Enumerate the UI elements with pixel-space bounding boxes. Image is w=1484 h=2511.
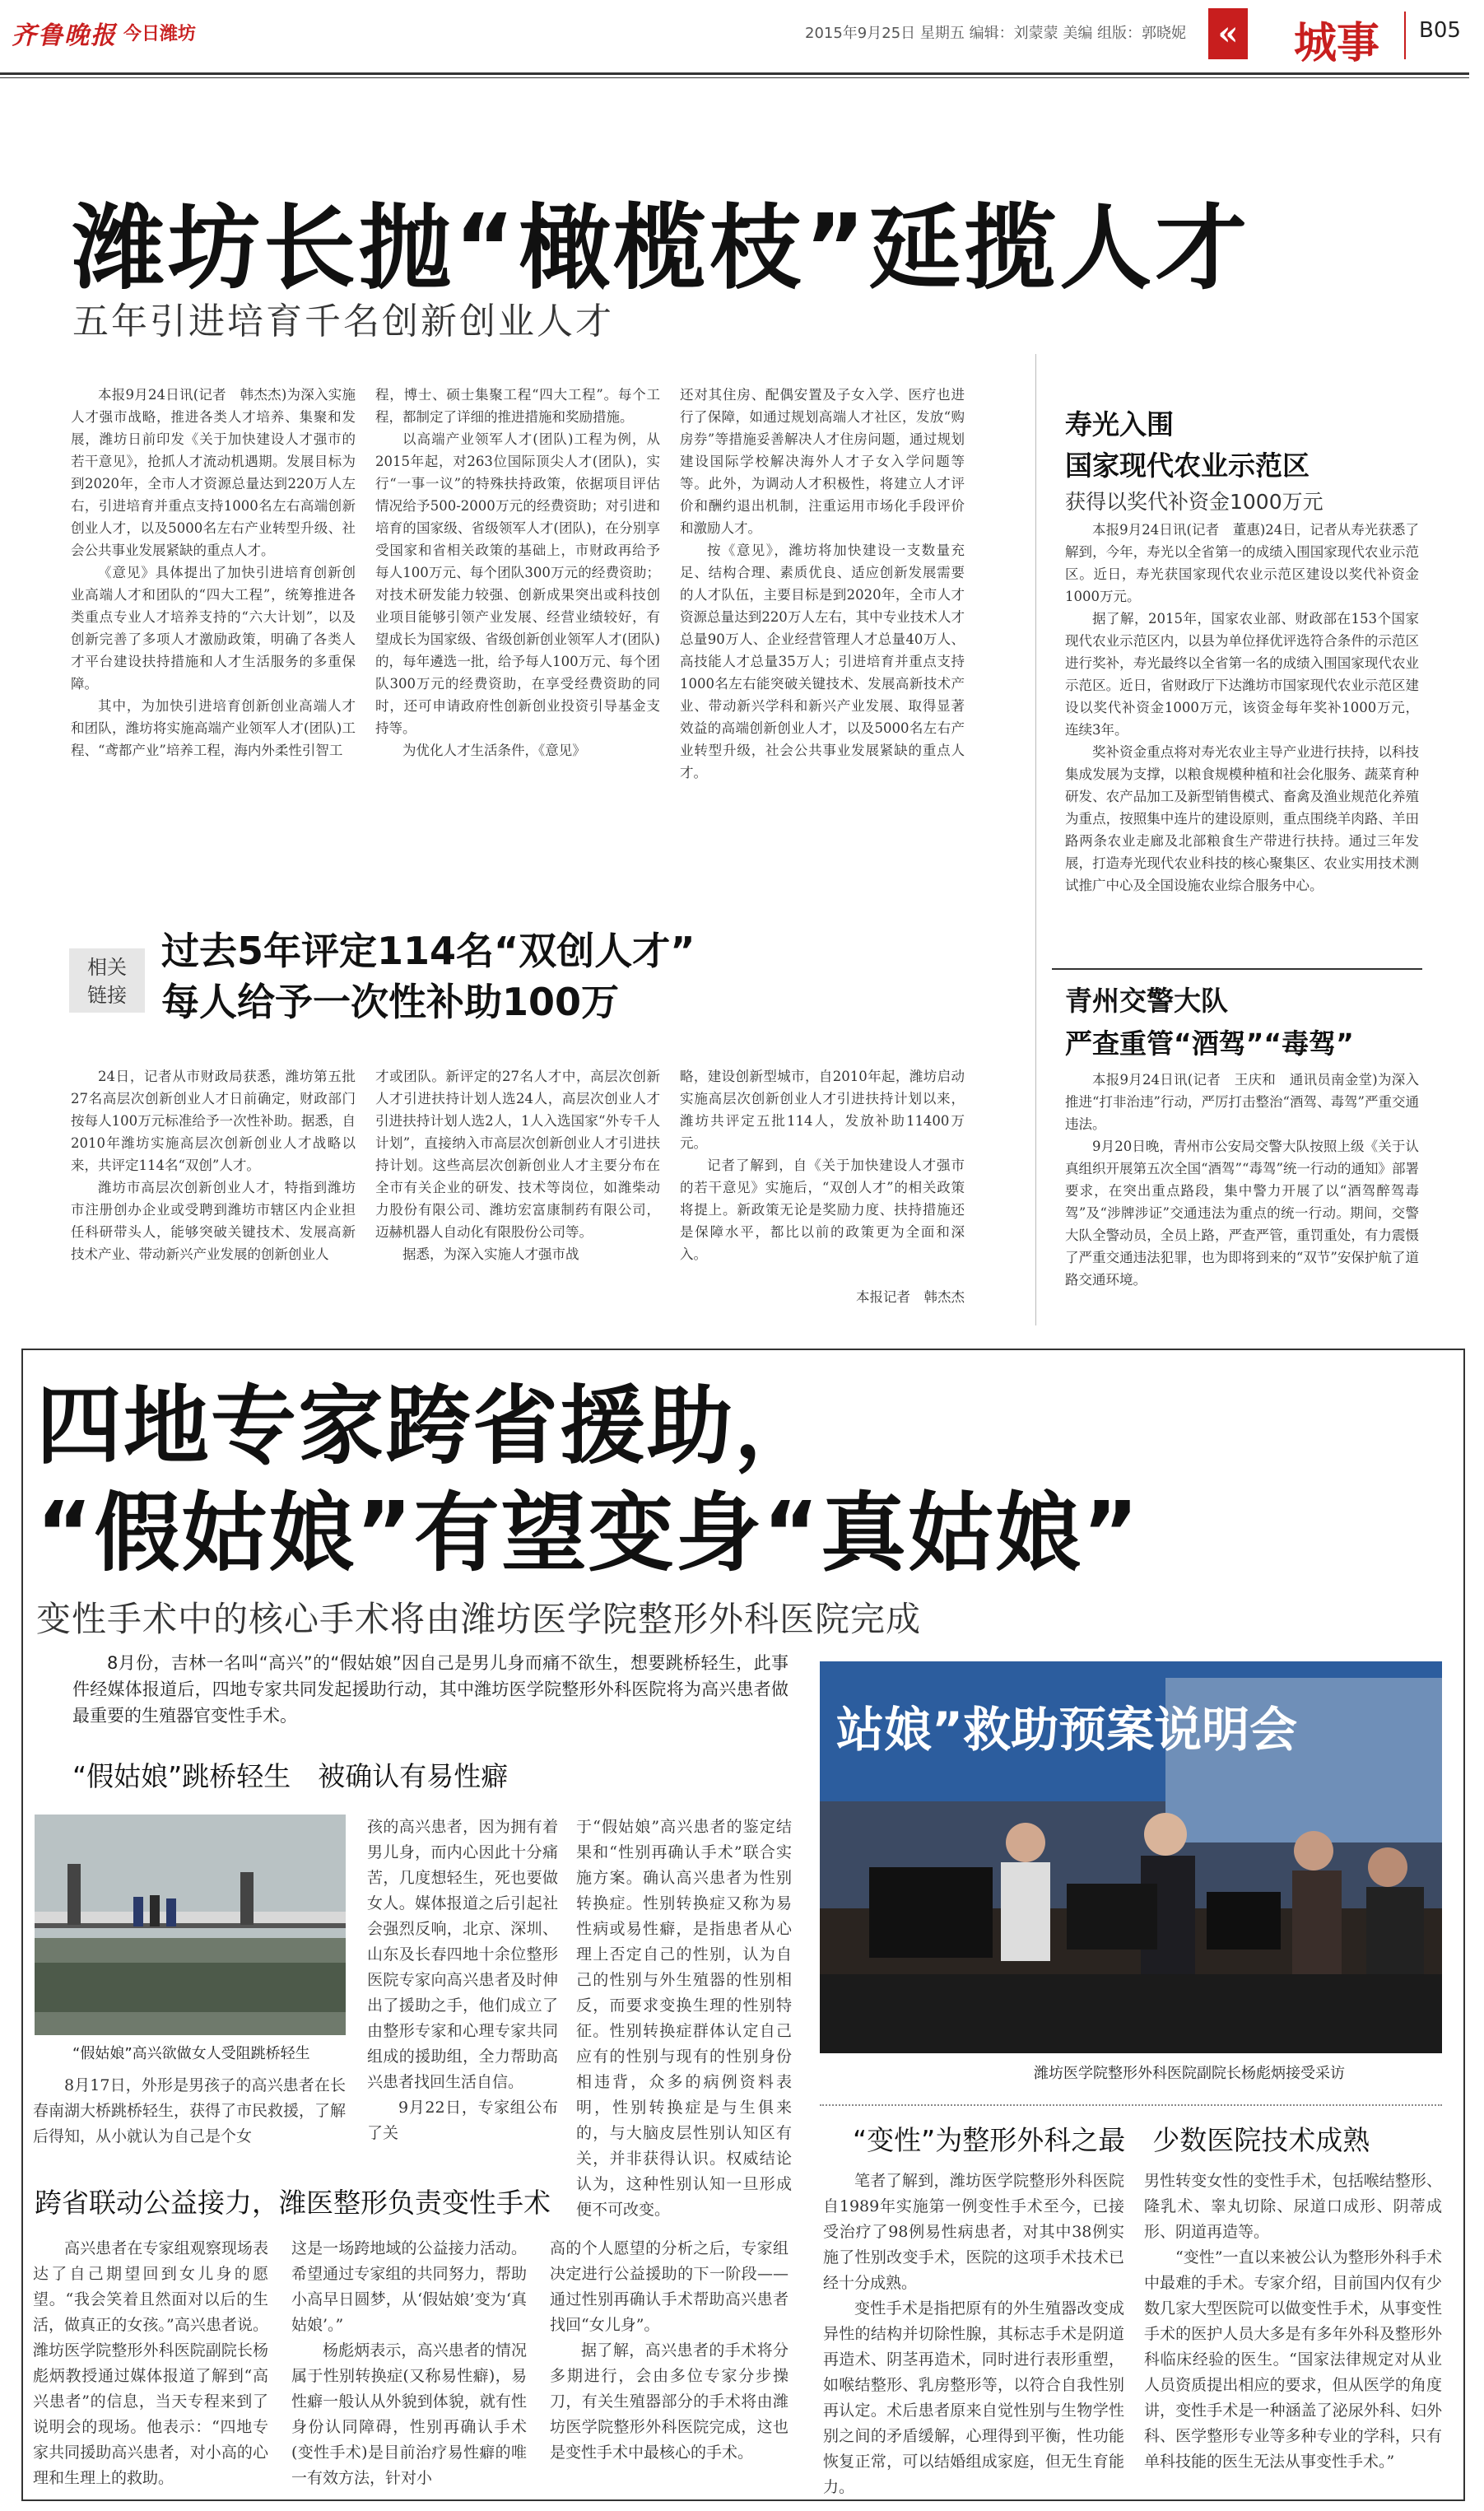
paragraph: 男性转变女性的变性手术，包括喉结整形、隆乳术、睾丸切除、尿道口成形、阴蒂成形、阴道再造等。	[1144, 2172, 1442, 2241]
story1-column-1	[71, 384, 356, 894]
paragraph: 24日，记者从市财政局获悉，潍坊第五批27名高层次创新创业人才日前确定，财政部门按每人100万元标准给予一次性补助。据悉，自2010年潍坊实施高层次创新创业人才战略以来，共评定114名“双创”人才。	[71, 1069, 356, 1173]
press-conference-photo	[820, 1661, 1442, 2053]
related-column-3	[680, 1065, 965, 1279]
section3-column-a	[823, 2169, 1124, 2496]
paragraph: 于“假姑娘”高兴患者的鉴定结果和“性别再确认手术”联合实施方案。确认高兴患者为性别转换症。性别转换症又称为易性病或易性癖，是指患者从心理上否定自己的性别，认为自己的性别与外生殖器的性别相反，而要求变换生理的性别特征。性别转换症群体认定自己应有的性别与现有的性别身份相违背，众多的病例资料表明，性别转换症是与生俱来的，与大脑皮层性别认知区有关，并非获得认识。权威结论认为，这种性别认知一旦形成便不可改变。	[576, 1818, 792, 2219]
paragraph: 据了解，2015年，国家农业部、财政部在153个国家现代农业示范区内，以县为单位择优评选符合条件的示范区进行奖补，寿光最终以全省第一名的成绩入围国家现代农业示范区。近日，省财政厅下达潍坊市国家现代农业示范区建设以奖代补资金1000万元，该资金每年奖补1000万元，连续3年。	[1065, 611, 1419, 738]
paragraph: 本报9月24日讯(记者 董惠)24日，记者从寿光获悉了解到，今年，寿光以全省第一的成绩入围国家现代农业示范区。近日，寿光获国家现代农业示范区建设以奖代补资金1000万元。	[1065, 522, 1419, 604]
sidebar-a-title-2: 国家现代农业示范区	[1065, 450, 1310, 482]
paragraph: 本报9月24日讯(记者 王庆和 通讯员南金堂)为深入推进“打非治违”行动，严厉打击整治“酒驾、毒驾”严重交通违法。	[1065, 1072, 1419, 1132]
section3-divider	[820, 2104, 1442, 2106]
related-column-2	[375, 1065, 660, 1312]
press-photo-caption: 潍坊医学院整形外科医院副院长杨彪炳接受采访	[1034, 2065, 1345, 2082]
column-name: 城事	[1294, 19, 1380, 68]
paragraph: 这是一场跨地域的公益接力活动。希望通过专家组的共同努力，帮助小高早日圆梦，从‘假姑娘’变为‘真姑娘’。”	[291, 2239, 527, 2334]
section2-column-c	[550, 2236, 789, 2488]
paragraph: 程，博士、硕士集聚工程“四大工程”。每个工程，都制定了详细的推进措施和奖励措施。	[375, 387, 660, 425]
paragraph: 《意见》具体提出了加快引进培育创新创业高端人才和团队的“四大工程”，统筹推进各类重点专业人才培养支持的“六大计划”，以及创新完善了多项人才激励政策，明确了各类人才平台建设扶持措施和人才生活服务的多重保障。	[71, 565, 356, 692]
story2-subhead: 变性手术中的核心手术将由潍坊医学院整形外科医院完成	[36, 1599, 922, 1639]
masthead-rule-thin	[0, 77, 1469, 78]
paragraph: 才或团队。新评定的27名人才中，高层次创新人才引进扶持计划人选24人，高层次创业人才引进扶持计划人选2人，1人入选国家“外专千人计划”，直接纳入市高层次创新创业人才引进扶持计划。这些高层次创新创业人才主要分布在全市有关企业的研发、技术等岗位，如潍柴动力股份有限公司、潍坊宏富康制药有限公司，迈赫机器人自动化有限股份公司等。	[375, 1069, 660, 1240]
story2-headline-2: “假姑娘”有望变身“真姑娘”	[36, 1483, 1141, 1583]
paragraph: 奖补资金重点将对寿光农业主导产业进行扶持，以科技集成发展为支撑，以粮食规模种植和社会化服务、蔬菜育种研发、农产品加工及新型销售模式、畜禽及渔业规范化养殖为重点，按照集中连片的建设原则，重点围绕羊肉路、羊田路两条农业走廊及北部粮食生产带进行扶持。通过三年发展，打造寿光现代农业科技的核心聚集区、农业实用技术测试推广中心及全国设施农业综合服务中心。	[1065, 744, 1419, 893]
sidebar-a-subtitle: 获得以奖代补资金1000万元	[1065, 490, 1324, 514]
photo-banner-text: 站娘”救助预案说明会	[836, 1702, 1298, 1758]
masthead-rule	[0, 72, 1469, 75]
bridge-image	[35, 1815, 346, 2035]
bridge-photo	[35, 1815, 346, 2035]
story1-column-2	[375, 384, 660, 894]
page-number: B05	[1419, 18, 1461, 43]
related-tag: 相关 链接	[69, 948, 145, 1013]
sidebar-b-body	[1065, 1069, 1419, 1316]
section-name: 今日潍坊	[123, 24, 197, 44]
sidebar-b-title-2: 严查重管“酒驾”“毒驾”	[1065, 1027, 1354, 1060]
story2-section1-title: “假姑娘”跳桥轻生 被确认有易性癖	[72, 1760, 509, 1792]
masthead-divider	[1404, 12, 1406, 59]
story2-section3-title: “变性”为整形外科之最 少数医院技术成熟	[853, 2124, 1370, 2156]
paragraph: 变性手术是指把原有的外生殖器改变成异性的结构并切除性腺，其标志手术是阴道再造术、阴茎再造术，同时进行表形重塑，如喉结整形、乳房整形等，以符合自我性别再认定。术后患者原来自觉性别与生物学性别之间的矛盾缓解，心理得到平衡，性功能恢复正常，可以结婚组成家庭，但无生育能力。	[823, 2299, 1124, 2496]
paragraph: 高的个人愿望的分析之后，专家组决定进行公益援助的下一阶段——通过性别再确认手术帮助高兴患者找回“女儿身”。	[550, 2239, 789, 2334]
paragraph: 9月20日晚，青州市公安局交警大队按照上级《关于认真组织开展第五次全国“酒驾”“毒驾”统一行动的通知》部署要求，在突出重点路段，集中警力开展了以“酒驾醉驾毒驾”及“涉牌涉证”交通违法为重点的统一行动。期间，交警大队全警动员，全员上路，严查严管，重罚重处，有力震慑了严重交通违法犯罪，也为即将到来的“双节”安保护航了道路交通环境。	[1065, 1139, 1419, 1288]
story1-column-3	[680, 384, 965, 894]
column-divider	[1035, 354, 1036, 1325]
paragraph: 笔者了解到，潍坊医学院整形外科医院自1989年实施第一例变性手术至今，已接受治疗了98例易性病患者，对其中38例实施了性别改变手术，医院的这项手术技术已经十分成熟。	[823, 2172, 1124, 2292]
paragraph: 其中，为加快引进培育创新创业高端人才和团队，潍坊将实施高端产业领军人才(团队)工程、“鸢都产业”培养工程，海内外柔性引智工	[71, 698, 356, 758]
paragraph: 8月17日，外形是男孩子的高兴患者在长春南湖大桥跳桥轻生，获得了市民救援，了解后得知，从小就认为自己是个女	[33, 2076, 347, 2145]
related-byline: 本报记者 韩杰杰	[856, 1289, 965, 1305]
issue-meta: 2015年9月25日 星期五 编辑：刘蒙蒙 美编 组版：郭晓妮	[805, 25, 1187, 42]
paragraph: 9月22日，专家组公布了关	[367, 2099, 558, 2142]
paragraph: 还对其住房、配偶安置及子女入学、医疗也进行了保障，如通过规划高端人才社区，发放“购房券”等措施妥善解决人才住房问题，通过规划建设国际学校解决海外人才子女入学问题等等。此外，为调动人才积极性，将建立人才评价和酬约退出机制，注重运用市场化手段评价和激励人才。	[680, 387, 965, 536]
bridge-photo-caption: “假姑娘”高兴欲做女人受阻跳桥轻生	[72, 2045, 310, 2062]
paragraph: 杨彪炳表示，高兴患者的情况属于性别转换症(又称易性癖)，易性癖一般认从外貌到体貌，就有性身份认同障碍，性别再确认手术(变性手术)是目前治疗易性癖的唯一有效方法，针对小	[291, 2341, 527, 2487]
paragraph: 略，建设创新型城市，自2010年起，潍坊启动实施高层次创新创业人才引进扶持计划以来，潍坊共评定五批114人，发放补助11400万元。	[680, 1069, 965, 1151]
story2-headline-1: 四地专家跨省援助，	[36, 1376, 822, 1476]
paragraph: “变性”一直以来被公认为整形外科手术中最难的手术。专家介绍，目前国内仅有少数几家大型医院可以做变性手术，从事变性手术的医护人员大多是有多年外科及整形外科临床经验的医生。“国家法律规定对从业人员资质提出相应的要求，但从医学的角度讲，变性手术是一种涵盖了泌尿外科、妇外科、医学整形专业等多种专业的学科，只有单科技能的医生无法从事变性手术。”	[1144, 2248, 1442, 2471]
paragraph: 以高端产业领军人才(团队)工程为例，从2015年起，对263位国际顶尖人才(团队)，实行“一事一议”的特殊扶持政策，依据项目评估情况给予500-2000万元的经费资助；对引进和培育的国家级、省级领军人才(团队)，在分别享受国家和省相关政策的基础上，市财政再给予每人100万元、每个团队300万元的经费资助；对技术研发能力较强、创新成果突出或科技创业项目能够引领产业发展、经营业绩较好，有望成长为国家级、省级创新创业领军人才(团队)的，每年遴选一批，给予每人100万元、每个团队300万元的经费资助，在享受经费资助的同时，还可申请政府性创新创业投资引导基金支持等。	[375, 431, 660, 736]
story2-section2-title: 跨省联动公益接力，潍医整形负责变性手术	[35, 2187, 551, 2219]
paragraph: 为优化人才生活条件，《意见》	[402, 743, 586, 758]
story2-lede: 8月份，吉林一名叫“高兴”的“假姑娘”因自己是男儿身而痛不欲生，想要跳桥轻生，此事件经媒体报道后，四地专家共同发起援助行动，其中潍坊医学院整形外科医院将为高兴患者做最重要的生殖器官变性手术。	[72, 1653, 789, 1726]
paragraph: 高兴患者在专家组观察现场表达了自己期望回到女儿身的愿望。“我会笑着且然面对以后的生活，做真正的女孩。”高兴患者说。潍坊医学院整形外科医院副院长杨彪炳教授通过媒体报道了解到“高兴患者”的信息，当天专程来到了说明会的现场。他表示：“四地专家共同援助高兴患者，对小高的心理和生理上的救助。	[33, 2239, 268, 2487]
paragraph: 孩的高兴患者，因为拥有着男儿身，而内心因此十分痛苦，几度想轻生，死也要做女人。媒体报道之后引起社会强烈反响，北京、深圳、山东及长春四地十余位整形医院专家向高兴患者及时伸出了援助之手，他们成立了由整形专家和心理专家共同组成的援助组，全力帮助高兴患者找回生活自信。	[367, 1818, 558, 2091]
sidebar-divider	[1052, 968, 1422, 970]
paragraph: 据悉，为深入实施人才强市战	[402, 1246, 579, 1262]
story1-subhead: 五年引进培育千名创新创业人才	[72, 300, 614, 342]
paragraph: 按《意见》，潍坊将加快建设一支数量充足、结构合理、素质优良、适应创新发展需要的人才队伍，主要目标是到2020年，全市人才资源总量达到220万人左右，其中专业技术人才总量90万人、企业经营管理人才总量40万人、高技能人才总量35万人；引进培育并重点支持1000名左右能突破关键技术、发展高新技术产业、带动新兴学科和新兴产业发展、取得显著效益的高端创新创业人才，以及5000名左右产业转型升级，社会公共事业发展紧缺的重点人才。	[680, 543, 965, 780]
section1-column-b	[576, 1815, 792, 2219]
paragraph: 据了解，高兴患者的手术将分多期进行，会由多位专家分步操刀，有关生殖器部分的手术将由潍坊医学院整形外科医院完成，这也是变性手术中最核心的手术。	[550, 2341, 789, 2462]
sidebar-a-title-1: 寿光入围	[1065, 408, 1174, 440]
related-title: 过去5年评定114名“双创人才” 每人给予一次性补助100万	[161, 929, 695, 1024]
sidebar-a-body	[1065, 519, 1419, 963]
section2-column-a	[33, 2236, 268, 2488]
sidebar-b-title-1: 青州交警大队	[1065, 985, 1228, 1017]
chevron-left-icon: «	[1208, 8, 1248, 59]
story1-headline: 潍坊长抛“橄榄枝”延揽人才	[72, 195, 1251, 302]
section1-column-left	[33, 2073, 346, 2173]
section3-column-b	[1144, 2169, 1442, 2490]
paragraph: 本报9月24日讯(记者 韩杰杰)为深入实施人才强市战略，推进各类人才培养、集聚和发展，潍坊日前印发《关于加快建设人才强市的若干意见》，抢抓人才流动机遇期。发展目标为到2020年，全市人才资源总量达到220万人左右，引进培育并重点支持1000名左右高端创新创业人才，以及5000名左右产业转型升级、社会公共事业发展紧缺的重点人才。	[71, 387, 356, 558]
newspaper-logo: 齐鲁晚报	[12, 21, 117, 50]
section2-column-b	[291, 2236, 527, 2488]
related-column-1	[71, 1065, 356, 1312]
paragraph: 潍坊市高层次创新创业人才，特指到潍坊市注册创办企业或受聘到潍坊市辖区内企业担任科研带头人，能够突破关键技术、发展高新技术产业、带动新兴产业发展的创新创业人	[71, 1180, 356, 1262]
paragraph: 记者了解到，自《关于加快建设人才强市的若干意见》实施后，“双创人才”的相关政策将提上。新政策无论是奖励力度、扶持措施还是保障水平，都比以前的政策更为全面和深入。	[680, 1158, 965, 1262]
section1-column-a	[367, 1815, 558, 2170]
